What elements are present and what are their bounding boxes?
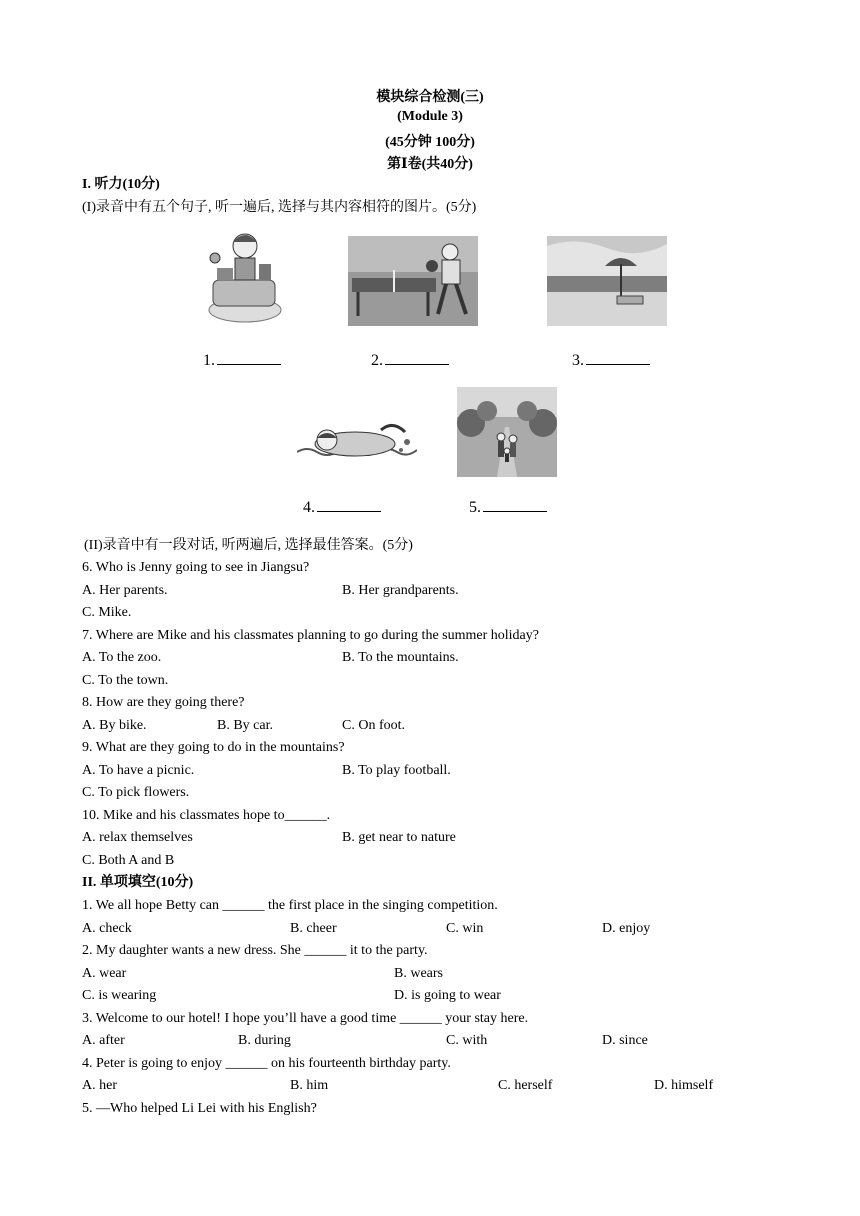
mc-question-2-option-d[interactable]: D. is going to wear [394,988,501,1003]
question-10-option-b[interactable]: B. get near to nature [342,830,456,845]
mc-question-1-option-b[interactable]: B. cheer [290,921,337,936]
question-7-option-c[interactable]: C. To the town. [82,673,169,688]
picture-table-tennis [348,236,478,326]
question-9-option-a[interactable]: A. To have a picnic. [82,763,195,778]
question-8: 8. How are they going there? [82,695,245,710]
question-7: 7. Where are Mike and his classmates planning to go during the summer holiday? [82,628,539,643]
picture-park-family [457,387,557,477]
mc-question-4-option-a[interactable]: A. her [82,1078,117,1093]
part2-instruction: (II)录音中有一段对话, 听两遍后, 选择最佳答案。(5分) [84,538,413,553]
mc-question-4-option-d[interactable]: D. himself [654,1078,714,1093]
blank-4[interactable]: 4. [303,497,381,517]
question-10-option-a[interactable]: A. relax themselves [82,830,193,845]
question-10-option-c[interactable]: C. Both A and B [82,853,175,868]
question-9-option-b[interactable]: B. To play football. [342,763,451,778]
blank-3[interactable]: 3. [572,350,650,370]
mc-question-3-option-a[interactable]: A. after [82,1033,125,1048]
mc-question-5: 5. —Who helped Li Lei with his English? [82,1101,317,1116]
question-7-option-a[interactable]: A. To the zoo. [82,650,162,665]
mc-question-4-option-c[interactable]: C. herself [498,1078,553,1093]
module-label: (Module 3) [397,109,463,124]
mc-question-4: 4. Peter is going to enjoy ______ on his fourteenth birthday party. [82,1056,451,1071]
mc-question-2-option-c[interactable]: C. is wearing [82,988,157,1003]
question-9: 9. What are they going to do in the mountains? [82,740,345,755]
mc-question-1: 1. We all hope Betty can ______ the first place in the singing competition. [82,898,498,913]
mc-question-3-option-b[interactable]: B. during [238,1033,291,1048]
mc-question-3: 3. Welcome to our hotel! I hope you’ll have a good time ______ your stay here. [82,1011,529,1026]
question-10: 10. Mike and his classmates hope to______. [82,808,331,823]
mc-question-2: 2. My daughter wants a new dress. She ______ it to the party. [82,943,428,958]
question-9-option-c[interactable]: C. To pick flowers. [82,785,190,800]
blank-1[interactable]: 1. [203,350,281,370]
mc-question-3-option-d[interactable]: D. since [602,1033,648,1048]
mc-question-1-option-d[interactable]: D. enjoy [602,921,651,936]
part1-instruction: (I)录音中有五个句子, 听一遍后, 选择与其内容相符的图片。(5分) [82,200,477,215]
time-score: (45分钟 100分) [385,135,475,150]
picture-beach [547,236,667,326]
picture-swimming [297,410,417,470]
mc-question-1-option-a[interactable]: A. check [82,921,132,936]
blank-5[interactable]: 5. [469,497,547,517]
question-8-option-c[interactable]: C. On foot. [342,718,405,733]
question-6-option-a[interactable]: A. Her parents. [82,583,168,598]
mc-question-2-option-b[interactable]: B. wears [394,966,443,981]
mc-question-1-option-c[interactable]: C. win [446,921,484,936]
question-6-option-c[interactable]: C. Mike. [82,605,132,620]
mc-question-2-option-a[interactable]: A. wear [82,966,127,981]
section1-heading: I. 听力(10分) [82,177,160,192]
blank-2[interactable]: 2. [371,350,449,370]
exam-title: 模块综合检测(三) [376,90,484,105]
question-7-option-b[interactable]: B. To the mountains. [342,650,459,665]
volume-label: 第Ⅰ卷(共40分) [387,157,473,172]
section2-heading: II. 单项填空(10分) [82,875,194,890]
question-6: 6. Who is Jenny going to see in Jiangsu? [82,560,310,575]
question-8-option-a[interactable]: A. By bike. [82,718,147,733]
question-8-option-b[interactable]: B. By car. [217,718,273,733]
mc-question-4-option-b[interactable]: B. him [290,1078,329,1093]
question-6-option-b[interactable]: B. Her grandparents. [342,583,459,598]
picture-boy-desk [205,228,285,326]
mc-question-3-option-c[interactable]: C. with [446,1033,488,1048]
